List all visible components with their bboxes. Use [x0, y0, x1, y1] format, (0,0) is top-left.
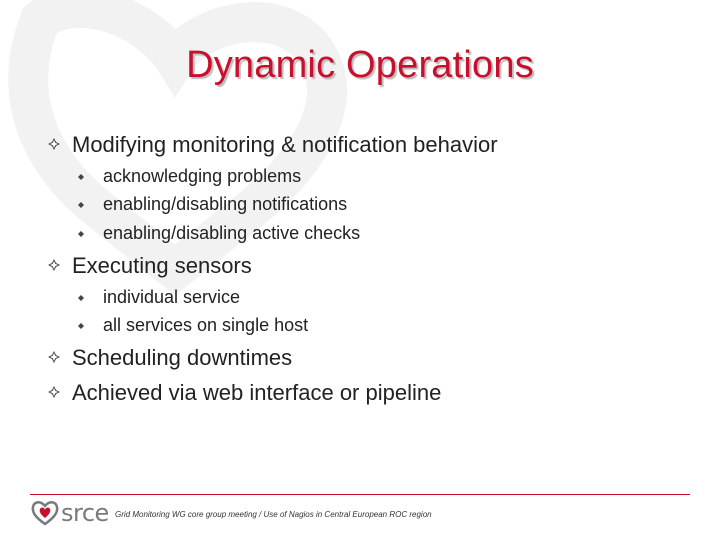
small-diamond-icon	[78, 231, 84, 237]
diamond-icon	[47, 385, 61, 399]
small-diamond-icon	[78, 202, 84, 208]
bullet-item	[72, 380, 441, 406]
diamond-icon	[47, 350, 61, 364]
sub-bullet-text: enabling/disabling notifications	[103, 194, 348, 214]
small-diamond-icon	[78, 174, 84, 180]
small-diamond-icon	[78, 295, 84, 301]
sub-bullet-item	[103, 194, 347, 215]
sub-bullet-item	[103, 166, 301, 187]
sub-bullet-text: enabling/disabling active checks	[103, 223, 361, 243]
diamond-icon	[47, 258, 61, 272]
bullet-item	[72, 132, 498, 158]
footer-caption: Grid Monitoring WG core group meeting / Use of Nagios in Central European ROC region	[115, 510, 432, 519]
diamond-icon	[47, 137, 61, 151]
srce-logo	[30, 498, 110, 528]
logo-wordmark: srce	[61, 499, 109, 527]
sub-bullet-item	[103, 223, 360, 244]
bullet-item	[72, 253, 252, 279]
small-diamond-icon	[78, 323, 84, 329]
bullet-item	[72, 345, 292, 371]
bullet-text: Modifying monitoring & notification behavior	[72, 132, 498, 157]
sub-bullet-text: acknowledging problems	[103, 166, 302, 186]
sub-bullet-text: individual service	[103, 287, 241, 307]
bullet-text: Achieved via web interface or pipeline	[72, 380, 442, 405]
bullet-text: Executing sensors	[72, 253, 252, 278]
bullet-text: Scheduling downtimes	[72, 345, 293, 370]
srce-heart-logo-icon	[30, 498, 60, 528]
sub-bullet-item	[103, 315, 308, 336]
sub-bullet-text: all services on single host	[103, 315, 309, 335]
slide-title: Dynamic Operations	[186, 44, 534, 86]
footer-divider	[30, 494, 690, 495]
sub-bullet-item	[103, 287, 240, 308]
